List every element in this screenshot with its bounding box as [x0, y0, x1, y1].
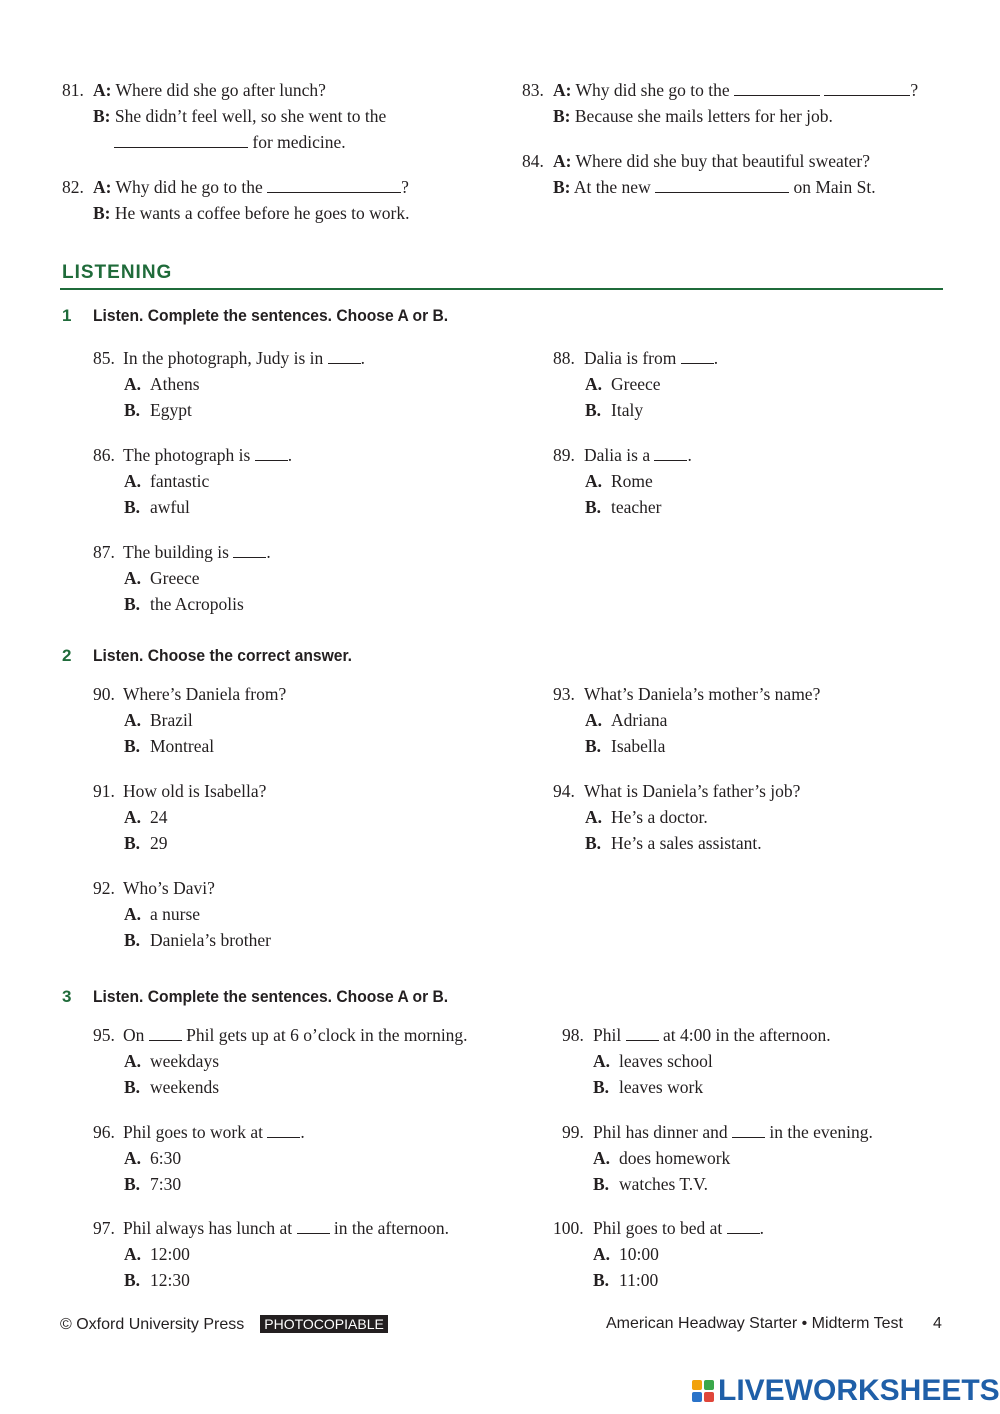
question-number: 98. [562, 1025, 584, 1045]
answer-blank [732, 1123, 765, 1138]
question-text-end: . [266, 542, 271, 562]
option-a[interactable] [593, 1147, 730, 1169]
question-text: Phil [593, 1025, 622, 1045]
option-b-label: B. [124, 1077, 141, 1097]
option-a[interactable] [124, 1147, 181, 1169]
option-b-text: Montreal [150, 736, 215, 756]
option-a-text: leaves school [619, 1051, 713, 1071]
option-b-label: B. [124, 930, 141, 950]
option-a-label: A. [585, 807, 603, 827]
option-a[interactable] [124, 567, 200, 589]
question-text: Why did she go to the [575, 80, 730, 100]
option-a-text: Athens [150, 374, 200, 394]
speaker-a-label: A: [93, 80, 112, 100]
option-a[interactable] [593, 1050, 713, 1072]
answer-blank[interactable] [655, 178, 789, 193]
question-text: What is Daniela’s father’s job? [584, 781, 801, 801]
option-b-text: He’s a sales assistant. [611, 833, 762, 853]
option-a-label: A. [585, 374, 603, 394]
option-a[interactable] [124, 470, 209, 492]
question-mark: ? [910, 80, 919, 100]
answer-blank [626, 1026, 659, 1041]
option-b-label: B. [124, 736, 141, 756]
question-text-end: . [713, 348, 719, 368]
option-b-text: leaves work [619, 1077, 704, 1097]
exercise-1-instruction: Listen. Complete the sentences. Choose A or B. [93, 306, 449, 325]
option-a-text: Greece [611, 374, 661, 394]
brand-text: LIVEWORKSHEETS [718, 1374, 1000, 1407]
section-divider [60, 288, 943, 290]
answer-text: At the new [573, 177, 651, 197]
option-b-text: Daniela’s brother [150, 930, 271, 950]
question-number: 91. [93, 781, 115, 801]
question-text: Phil has dinner and [593, 1122, 728, 1142]
question-text: The photograph is [123, 445, 251, 465]
question-mark: ? [401, 177, 409, 197]
page-number: 4 [933, 1315, 942, 1332]
logo-grid-icon [692, 1380, 714, 1402]
speaker-b-label: B: [553, 177, 571, 197]
option-a[interactable] [585, 709, 667, 731]
option-b-text: 7:30 [150, 1174, 182, 1194]
answer-text: Because she mails letters for her job. [574, 106, 833, 126]
option-b-label: B. [585, 833, 602, 853]
question-number: 85. [93, 348, 115, 368]
option-b-label: B. [585, 400, 602, 420]
answer-blank [149, 1026, 182, 1041]
question-text-end: in the evening. [769, 1122, 873, 1142]
option-a[interactable] [124, 903, 200, 925]
question-text: Where’s Daniela from? [123, 684, 287, 704]
option-b-text: watches T.V. [619, 1174, 708, 1194]
question-number: 96. [93, 1122, 115, 1142]
option-b[interactable] [593, 1076, 703, 1098]
option-a[interactable] [593, 1243, 659, 1265]
exercise-3-number: 3 [62, 987, 72, 1006]
option-a-label: A. [585, 710, 603, 730]
option-b[interactable] [124, 1173, 181, 1195]
option-a-text: He’s a doctor. [611, 807, 708, 827]
option-b-label: B. [593, 1174, 610, 1194]
option-b-text: Isabella [611, 736, 666, 756]
answer-blank [233, 543, 266, 558]
option-a-text: a nurse [150, 904, 201, 924]
option-b[interactable] [124, 1269, 190, 1291]
speaker-b-label: B: [93, 106, 111, 126]
option-a-label: A. [124, 904, 142, 924]
option-b-label: B. [585, 736, 602, 756]
question-number: 100. [553, 1218, 584, 1238]
option-b-text: the Acropolis [150, 594, 244, 614]
option-a-text: weekdays [150, 1051, 220, 1071]
option-a[interactable] [124, 373, 200, 395]
answer-blank [267, 1123, 300, 1138]
question-number: 83. [522, 80, 544, 100]
answer-blank[interactable] [114, 133, 248, 148]
option-a-text: Rome [611, 471, 653, 491]
option-a-label: A. [593, 1148, 611, 1168]
option-a-text: 24 [150, 807, 168, 827]
photocopiable-badge: PHOTOCOPIABLE [260, 1315, 388, 1333]
exercise-3-instruction: Listen. Complete the sentences. Choose A or B. [93, 987, 449, 1006]
option-a-label: A. [124, 807, 142, 827]
answer-blank [297, 1219, 330, 1234]
option-a-label: A. [124, 374, 142, 394]
question-text: Who’s Davi? [123, 878, 215, 898]
speaker-b-label: B: [553, 106, 571, 126]
option-a-text: Adriana [611, 710, 668, 730]
option-b[interactable] [124, 832, 168, 854]
option-b-label: B. [124, 497, 141, 517]
option-b-text: Italy [611, 400, 644, 420]
question-number: 92. [93, 878, 115, 898]
question-number: 84. [522, 151, 544, 171]
option-b-text: 29 [150, 833, 168, 853]
option-b-text: teacher [611, 497, 662, 517]
question-text: Phil goes to work at [123, 1122, 263, 1142]
option-a-label: A. [124, 1148, 142, 1168]
option-b[interactable] [593, 1269, 658, 1291]
option-b[interactable] [124, 929, 271, 951]
option-b-label: B. [124, 400, 141, 420]
answer-blank-1[interactable] [734, 81, 820, 96]
footer-title: American Headway Starter • Midterm Test [606, 1315, 903, 1332]
option-a-label: A. [124, 1051, 142, 1071]
option-a-text: does homework [619, 1148, 731, 1168]
exercise-1-number: 1 [62, 306, 72, 325]
option-b-text: 11:00 [619, 1270, 659, 1290]
question-text-end: . [360, 348, 366, 368]
answer-blank-2[interactable] [824, 81, 910, 96]
option-b-label: B. [124, 1174, 141, 1194]
question-text-end: Phil gets up at 6 o’clock in the morning. [186, 1025, 468, 1045]
answer-blank[interactable] [267, 178, 401, 193]
question-text-end: . [759, 1218, 765, 1238]
question-number: 95. [93, 1025, 115, 1045]
option-a[interactable] [124, 1243, 190, 1265]
option-b-label: B. [124, 1270, 141, 1290]
option-a-text: Brazil [150, 710, 193, 730]
answer-text-continued: for medicine. [252, 132, 346, 152]
option-a[interactable] [124, 709, 193, 731]
option-b-label: B. [124, 833, 141, 853]
option-a-label: A. [124, 568, 142, 588]
option-a-label: A. [593, 1051, 611, 1071]
question-text: The building is [123, 542, 229, 562]
answer-blank [727, 1219, 760, 1234]
option-a[interactable] [585, 806, 708, 828]
option-a-label: A. [124, 471, 142, 491]
question-text-end: in the afternoon. [333, 1218, 450, 1238]
option-a-text: 10:00 [619, 1244, 659, 1264]
question-text: On [123, 1025, 145, 1045]
question-text-end: . [687, 445, 692, 465]
answer-blank [681, 349, 714, 364]
option-a-text: 12:00 [150, 1244, 190, 1264]
speaker-a-label: A: [553, 80, 572, 100]
question-number: 93. [553, 684, 575, 704]
section-title: LISTENING [62, 262, 173, 283]
question-number: 94. [553, 781, 575, 801]
option-b[interactable] [585, 735, 665, 757]
question-text-end: at 4:00 in the afternoon. [662, 1025, 831, 1045]
option-b[interactable] [593, 1173, 708, 1195]
exercise-2-instruction: Listen. Choose the correct answer. [93, 646, 353, 665]
answer-text: She didn’t feel well, so she went to the [114, 106, 387, 126]
question-text: How old is Isabella? [123, 781, 267, 801]
option-b-label: B. [593, 1270, 610, 1290]
option-a[interactable] [124, 806, 168, 828]
question-number: 99. [562, 1122, 584, 1142]
question-text: Phil always has lunch at [123, 1218, 293, 1238]
liveworksheets-logo[interactable] [692, 1374, 1000, 1408]
answer-text: He wants a coffee before he goes to work. [114, 203, 410, 223]
question-number: 82. [62, 177, 84, 197]
option-b[interactable] [124, 1076, 219, 1098]
question-text: Where did she buy that beautiful sweater? [575, 151, 870, 171]
option-a[interactable] [124, 1050, 219, 1072]
option-b-text: awful [150, 497, 190, 517]
question-text: Dalia is from [584, 348, 677, 368]
question-text: Where did she go after lunch? [115, 80, 326, 100]
question-number: 89. [553, 445, 575, 465]
option-a-label: A. [124, 1244, 142, 1264]
exercise-2-number: 2 [62, 646, 72, 665]
option-b[interactable] [124, 735, 214, 757]
option-a[interactable] [585, 373, 661, 395]
option-a-label: A. [124, 710, 142, 730]
question-text: What’s Daniela’s mother’s name? [584, 684, 821, 704]
option-b[interactable] [124, 496, 190, 518]
option-b[interactable] [124, 593, 244, 615]
speaker-b-label: B: [93, 203, 111, 223]
option-b-text: Egypt [150, 400, 192, 420]
question-text: Dalia is a [584, 445, 651, 465]
option-b-label: B. [593, 1077, 610, 1097]
option-b[interactable] [124, 399, 192, 421]
option-a-label: A. [585, 471, 603, 491]
copyright-text: © Oxford University Press [60, 1316, 245, 1333]
question-text-end: . [287, 445, 293, 465]
option-a-text: 6:30 [150, 1148, 182, 1168]
question-number: 87. [93, 542, 115, 562]
question-number: 81. [62, 80, 84, 100]
option-a-label: A. [593, 1244, 611, 1264]
option-b-label: B. [585, 497, 602, 517]
question-text: In the photograph, Judy is in [123, 348, 324, 368]
answer-blank [654, 446, 687, 461]
option-b-text: weekends [150, 1077, 220, 1097]
answer-blank [328, 349, 361, 364]
option-a-text: Greece [150, 568, 200, 588]
speaker-a-label: A: [553, 151, 572, 171]
question-text: Phil goes to bed at [593, 1218, 723, 1238]
answer-text-continued: on Main St. [793, 177, 876, 197]
question-number: 90. [93, 684, 115, 704]
option-b[interactable] [585, 832, 762, 854]
question-number: 86. [93, 445, 115, 465]
option-b-text: 12:30 [150, 1270, 190, 1290]
option-a-text: fantastic [150, 471, 210, 491]
option-b[interactable] [585, 496, 662, 518]
footer-copyright-block [60, 1315, 388, 1334]
option-b[interactable] [585, 399, 643, 421]
option-b-label: B. [124, 594, 141, 614]
question-number: 97. [93, 1218, 115, 1238]
answer-blank [255, 446, 288, 461]
option-a[interactable] [585, 470, 653, 492]
speaker-a-label: A: [93, 177, 112, 197]
question-number: 88. [553, 348, 575, 368]
question-text-end: . [300, 1122, 305, 1142]
question-text: Why did he go to the [115, 177, 263, 197]
